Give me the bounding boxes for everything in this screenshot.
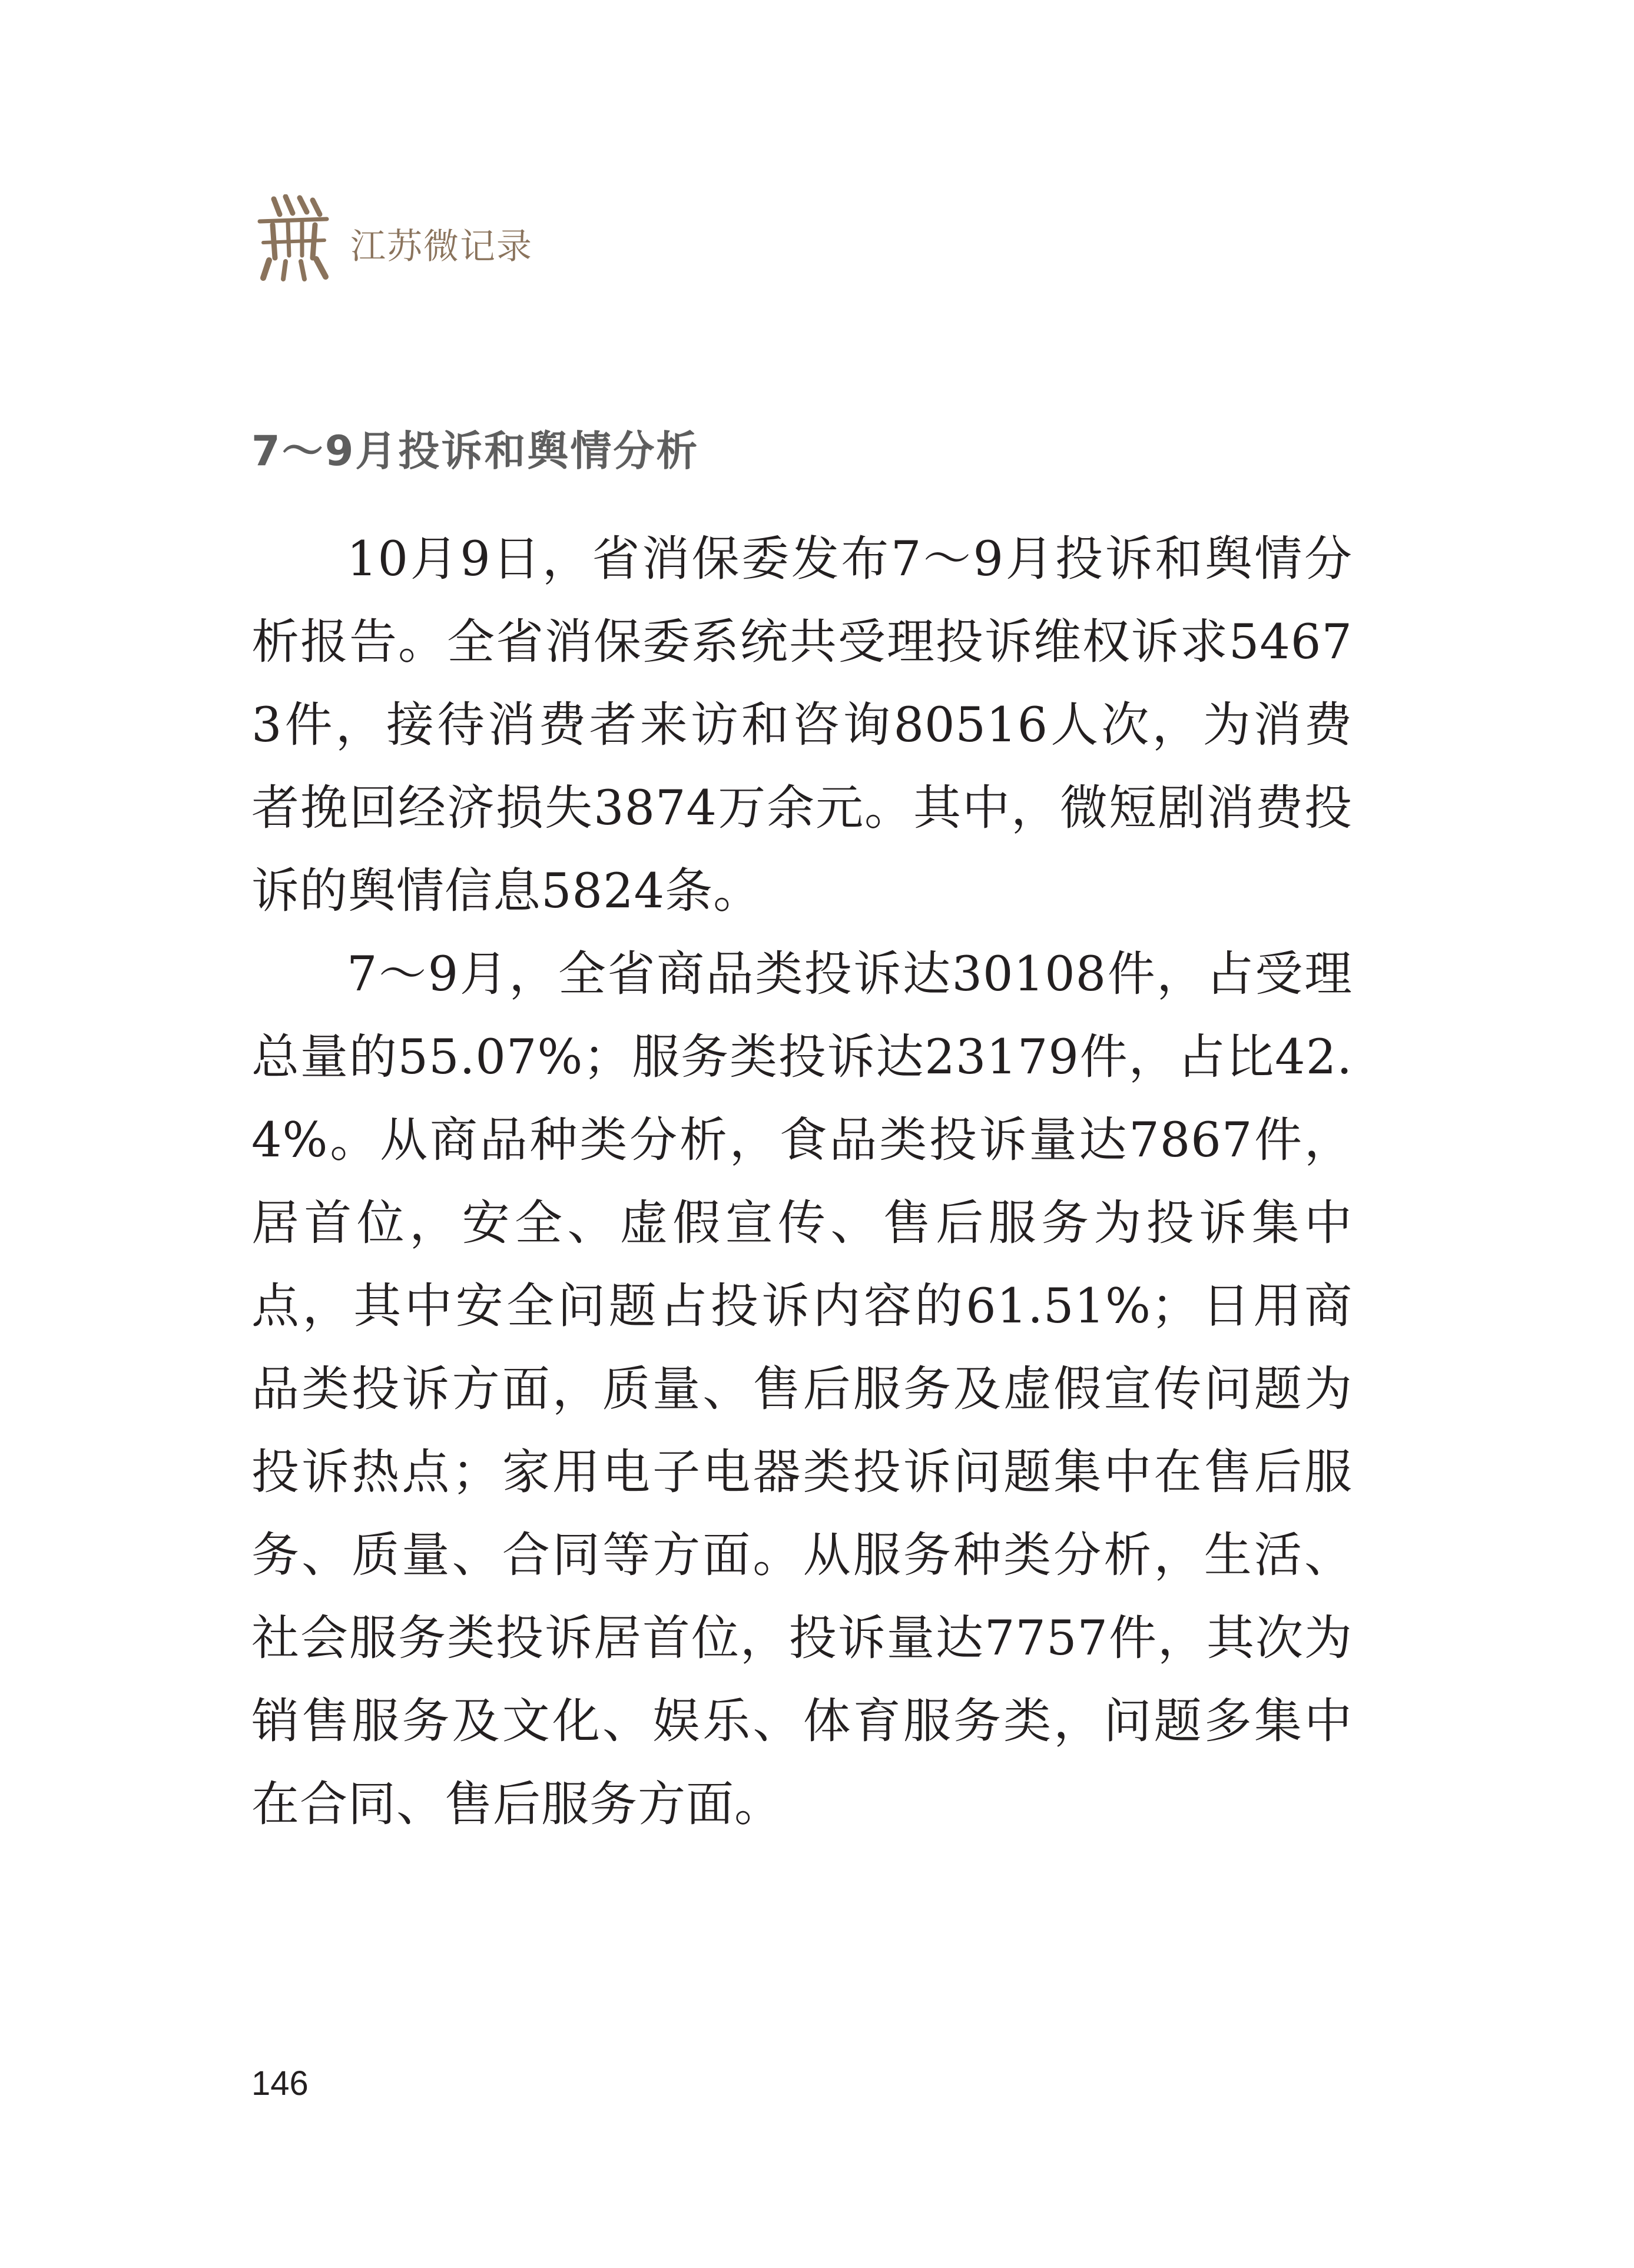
running-header [251, 191, 533, 286]
paragraph: 7～9月，全省商品类投诉达30108件，占受理总量的55.07%；服务类投诉达23179件，占比42.4%。从商品种类分析，食品类投诉量达7867件，居首位，安全、虚假宣传、售后服务为投诉集中点，其中安全问题占投诉内容的61.51%；日用商品类投诉方面，质量、售后服务及虚假宣传问题为投诉热点；家用电子电器类投诉问题集中在售后服务、质量、合同等方面。从服务种类分析，生活、社会服务类投诉居首位，投诉量达7757件，其次为销售服务及文化、娱乐、体育服务类，问题多集中在合同、售后服务方面。 [251, 947, 1353, 1832]
body-text [251, 518, 1353, 1846]
series-title: 江苏微记录 [350, 226, 533, 267]
section-heading: 7～9月投诉和舆情分析 [251, 427, 700, 475]
page-number: 146 [251, 2064, 309, 2103]
paragraph: 10月9日，省消保委发布7～9月投诉和舆情分析报告。全省消保委系统共受理投诉维权诉求54673件，接待消费者来访和咨询80516人次，为消费者挽回经济损失3874万余元。其中，微短剧消费投诉的舆情信息5824条。 [251, 532, 1353, 919]
calligraphic-emblem-icon [251, 194, 334, 283]
